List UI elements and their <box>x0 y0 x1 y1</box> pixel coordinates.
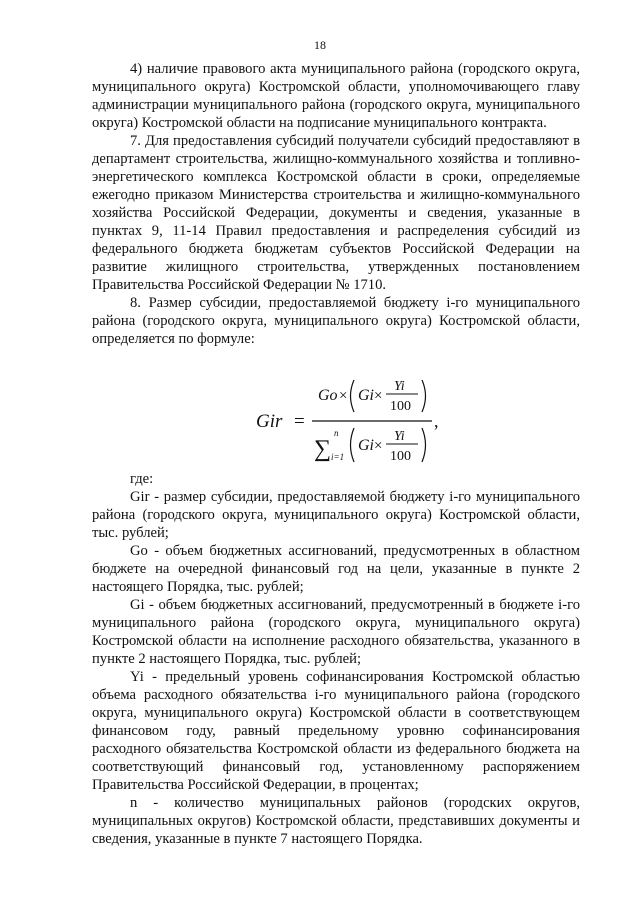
paragraph-item-8: 8. Размер субсидии, предоставляемой бюджету i-го муниципального района (городского округа, муниципального округа) Костромской области, определяется по формуле: <box>92 295 580 347</box>
numerator-left-paren <box>351 380 355 412</box>
denominator-gi: Gi <box>358 437 374 454</box>
numerator-right-paren <box>422 380 426 412</box>
denominator-yi: Yi <box>394 429 405 444</box>
subsidy-formula <box>0 372 640 472</box>
paragraph-item-7: 7. Для предоставления субсидий получатели субсидий предоставляют в департамент строительства, жилищно-коммунального хозяйства и топливно-энергетического комплекса Костромской области в сроки, определяемые ежегодно приказом Министерства строительства и жилищно-коммунального хозяйства Российской Федерации, документы и сведения, указанные в пунктах 9, 11-14 Правил предоставления и распределения субсидий из федерального бюджета бюджетам субъектов Российской Федерации на развитие жилищного строительства, утвержденных постановлением Правительства Российской Федерации № 1710. <box>92 133 580 293</box>
numerator-yi: Yi <box>394 379 405 394</box>
paragraph-item-4: 4) наличие правового акта муниципального района (городского округа, муниципального округа) Костромской области, уполномочивающего главу администрации муниципального района (городского округа, муниципального округа) Костромской области на подписание муниципального контракта. <box>92 61 580 131</box>
formula-lhs: Gir <box>256 411 283 432</box>
definition-go: Go - объем бюджетных ассигнований, предусмотренных в областном бюджете на очередной финансовый год на цели, указанные в пункте 2 настоящего Порядка, тыс. рублей; <box>92 543 580 595</box>
numerator-gi: Gi <box>358 387 374 404</box>
sum-upper-limit: n <box>334 428 339 438</box>
numerator-hundred: 100 <box>390 399 411 414</box>
body-text-top <box>92 60 580 348</box>
definition-yi: Yi - предельный уровень софинансирования Костромской областью объема расходного обязательства i-го муниципального района (городского округа, муниципального округа) Костромской области в соответствующем финансовом году, равный предельному уровню софинансирования расходного обязательства Костромской области из федерального бюджета на соответствующий финансовый год, установленному распоряжением Правительства Российской Федерации, в процентах; <box>92 669 580 793</box>
denominator-left-paren <box>351 428 355 462</box>
numerator-times-1: × <box>339 388 348 404</box>
denominator-right-paren <box>422 428 426 462</box>
formula-comma: , <box>434 411 439 431</box>
formula-equals: = <box>294 411 305 432</box>
denominator-hundred: 100 <box>390 449 411 464</box>
page-number: 18 <box>314 38 326 52</box>
definition-gi: Gi - объем бюджетных ассигнований, предусмотренный в бюджете i-го муниципального района (городского округа, муниципального округа) Костромской области на исполнение расходного обязательства, указанного в пункте 2 настоящего Порядка, тыс. рублей; <box>92 597 580 667</box>
definition-gir: Gir - размер субсидии, предоставляемой бюджету i-го муниципального района (городского округа, муниципального округа) Костромской области, тыс. рублей; <box>92 489 580 541</box>
where-label: где: <box>130 471 154 487</box>
body-text-bottom <box>92 470 580 848</box>
formula-svg <box>0 372 640 472</box>
numerator-times-2: × <box>374 388 383 404</box>
sum-lower-limit: i=1 <box>331 452 345 462</box>
numerator-go: Go <box>318 387 338 404</box>
definition-n: n - количество муниципальных районов (городских округов, муниципальных округов) Костромской области, представивших документы и сведения, указанные в пункте 7 настоящего Порядка. <box>92 795 580 847</box>
denominator-sum: ∑ <box>314 436 332 462</box>
denominator-times: × <box>374 438 383 454</box>
